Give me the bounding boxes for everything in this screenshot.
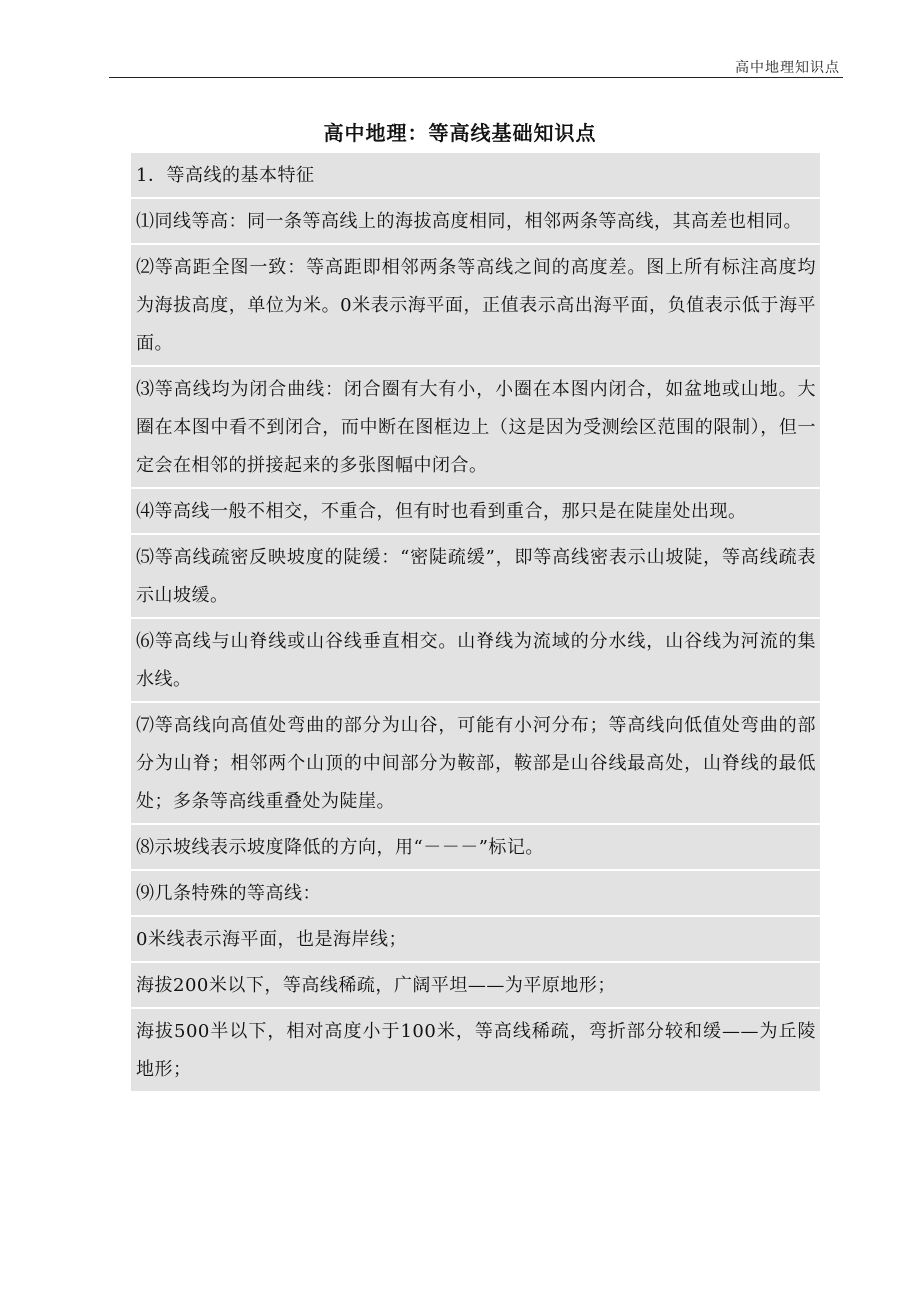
paragraph: ⑺等高线向高值处弯曲的部分为山谷，可能有小河分布；等高线向低值处弯曲的部分为山脊；相邻两个山顶的中间部分为鞍部，鞍部是山谷线最高处，山脊线的最低处；多条等高线重叠处为陡崖。	[131, 703, 820, 823]
document-title: 高中地理：等高线基础知识点	[323, 121, 597, 145]
paragraph: ⑹等高线与山脊线或山谷线垂直相交。山脊线为流域的分水线，山谷线为河流的集水线。	[131, 619, 820, 701]
paragraph: ⑼几条特殊的等高线：	[131, 871, 820, 915]
paragraph: ⑵等高距全图一致：等高距即相邻两条等高线之间的高度差。图上所有标注高度均为海拔高度，单位为米。0米表示海平面，正值表示高出海平面，负值表示低于海平面。	[131, 245, 820, 365]
paragraph: ⑴同线等高：同一条等高线上的海拔高度相同，相邻两条等高线，其高差也相同。	[131, 199, 820, 243]
paragraph: 海拔500半以下，相对高度小于100米，等高线稀疏，弯折部分较和缓——为丘陵地形；	[131, 1009, 820, 1091]
paragraph: 0米线表示海平面，也是海岸线；	[131, 917, 820, 961]
paragraph: ⑶等高线均为闭合曲线：闭合圈有大有小，小圈在本图内闭合，如盆地或山地。大圈在本图中看不到闭合，而中断在图框边上（这是因为受测绘区范围的限制），但一定会在相邻的拼接起来的多张图幅中闭合。	[131, 367, 820, 487]
paragraph: ⑻示坡线表示坡度降低的方向，用“－－－”标记。	[131, 825, 820, 869]
paragraph: 海拔200米以下，等高线稀疏，广阔平坦——为平原地形；	[131, 963, 820, 1007]
header-rule	[109, 77, 843, 78]
document-body	[131, 153, 820, 1093]
paragraph: ⑷等高线一般不相交，不重合，但有时也看到重合，那只是在陡崖处出现。	[131, 489, 820, 533]
section-heading: 1．等高线的基本特征	[131, 153, 820, 197]
paragraph: ⑸等高线疏密反映坡度的陡缓：“密陡疏缓”，即等高线密表示山坡陡，等高线疏表示山坡缓。	[131, 535, 820, 617]
running-header: 高中地理知识点	[735, 60, 840, 76]
